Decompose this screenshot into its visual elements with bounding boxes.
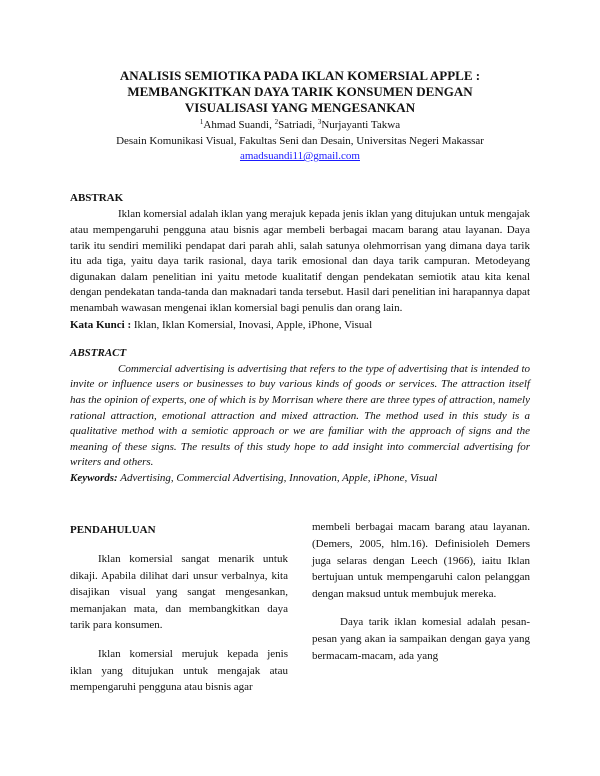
keywords-label: Keywords: <box>70 471 118 484</box>
email-link[interactable]: amadsuandi11@gmail.com <box>239 150 360 163</box>
author-1-superscript: 1 <box>199 118 204 126</box>
keywords <box>70 471 530 487</box>
paper-title <box>70 68 530 116</box>
kata-kunci <box>70 318 530 334</box>
affiliation: Desain Komunikasi Visual, Fakultas Seni dan Desain, Universitas Negeri Makassar <box>116 134 484 147</box>
abstract-text: Commercial advertising is advertising that refers to the type of advertising that is intended to invite or influence users or businesses to buy various kinds of goods or services. The attraction itself has the opinion of experts, one of which is by Morrisan where there are three types of attraction, namely rational attraction, emotional attraction and mixed attraction. The method used in this study is a qualitative method with a semiotic approach or we are familiar with the approach of signs and the meaning of these signs. The results of this study hope to add insight into commercial advertising for writers and others. <box>70 362 530 469</box>
author-list <box>70 118 530 134</box>
pendahuluan-heading: PENDAHULUAN <box>70 524 156 537</box>
right-column <box>312 519 530 707</box>
kata-kunci-text: Iklan, Iklan Komersial, Inovasi, Apple, iPhone, Visual <box>131 318 373 331</box>
title-line-3: VISUALISASI YANG MENGESANKAN <box>184 100 416 115</box>
abstrak-heading: ABSTRAK <box>70 191 124 204</box>
paragraph-2: Iklan komersial merujuk kepada jenis iklan yang ditujukan untuk mengajak atau mempengaruhi pengguna atau bisnis agar <box>70 648 288 694</box>
paragraph-4: Daya tarik iklan komesial adalah pesan-pesan yang akan ia sampaikan dengan gaya yang bermacam-macam, ada yang <box>312 616 530 662</box>
email-line <box>70 149 530 165</box>
author-1: Ahmad Suandi, <box>203 119 275 131</box>
body-columns <box>70 519 530 707</box>
paragraph-1: Iklan komersial sangat menarik untuk dikaji. Apabila dilihat dari unsur verbalnya, kita disajikan visual yang sangat mengesankan, memanjakan mata, dan membangkitkan daya tarik para konsumen. <box>70 553 288 632</box>
author-3: Nurjayanti Takwa <box>321 119 401 131</box>
title-line-2: MEMBANGKITKAN DAYA TARIK KONSUMEN DENGAN <box>127 84 473 99</box>
title-line-1: ANALISIS SEMIOTIKA PADA IKLAN KOMERSIAL APPLE : <box>119 68 481 83</box>
abstract-heading: ABSTRACT <box>70 347 127 360</box>
kata-kunci-label: Kata Kunci : <box>70 318 132 331</box>
author-2-superscript: 2 <box>274 118 279 126</box>
keywords-text: Advertising, Commercial Advertising, Innovation, Apple, iPhone, Visual <box>117 471 438 484</box>
author-3-superscript: 3 <box>317 118 322 126</box>
abstrak-text: Iklan komersial adalah iklan yang merajuk kepada jenis iklan yang ditujukan untuk mengajak atau mempengaruhi pengguna atau bisnis agar membeli berbagai macam barang atau layanan. Daya tarik itu sendiri memiliki pendapat dari parah ahli, salah satunya olehmorrisan yang dimana daya tarik itu ada tiga, yaitu daya tarik rasional, daya tarik emosional dan daya tarik campuran. Metodeyang digunakan dalam penelitian ini yaitu metode kualitatif dengan pendekatan semiotik atau kita kenal dengan pendekatan tanda-tanda dan maknadari tanda tersebut. Hasil dari penelitian ini harapannya dapat menambah wawasan mengenai iklan komersial bagi penulis dan orang lain. <box>70 208 530 314</box>
paragraph-3: membeli berbagai macam barang atau layanan. (Demers, 2005, hlm.16). Definisioleh Demers juga selaras dengan Leech (1966), iaitu Iklan bertujuan untuk mempengaruhi calon pelanggan dengan maksud untuk membujuk mereka. <box>312 521 530 600</box>
left-column <box>70 519 288 707</box>
author-2: Satriadi, <box>278 119 318 131</box>
